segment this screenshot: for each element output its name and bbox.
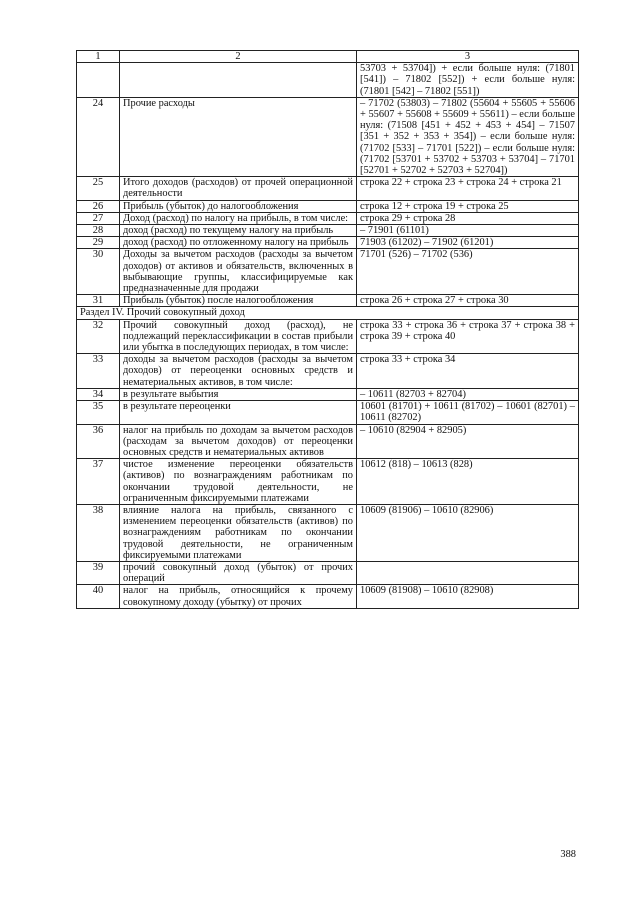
page-number: 388: [560, 849, 576, 860]
indicator-name-cell: Прибыль (убыток) до налогообложения: [120, 200, 357, 212]
table-row: [77, 237, 579, 249]
table-row: [77, 585, 579, 608]
indicator-name-cell: Доходы за вычетом расходов (расходы за вычетом доходов) от активов и обязательств, включенных в выбывающие группы, классифицируемые как предназначенные для продажи: [120, 249, 357, 295]
row-number-cell: 32: [77, 319, 120, 354]
calculation-formula-cell: 10609 (81908) – 10610 (82908): [357, 585, 579, 608]
column-header-2: 2: [120, 51, 357, 63]
table-row: [77, 401, 579, 424]
table-row: [77, 561, 579, 584]
indicator-name-cell: доход (расход) по отложенному налогу на прибыль: [120, 237, 357, 249]
indicator-name-cell: в результате выбытия: [120, 388, 357, 400]
calculation-formula-cell: строка 29 + строка 28: [357, 212, 579, 224]
report-table: [76, 50, 579, 609]
calculation-formula-cell: 10609 (81906) – 10610 (82906): [357, 504, 579, 561]
calculation-formula-cell: строка 26 + строка 27 + строка 30: [357, 295, 579, 307]
row-number-cell: 37: [77, 459, 120, 505]
row-number-cell: 31: [77, 295, 120, 307]
column-header-1: 1: [77, 51, 120, 63]
calculation-formula-cell: строка 33 + строка 34: [357, 354, 579, 389]
indicator-name-cell: прочий совокупный доход (убыток) от прочих операций: [120, 561, 357, 584]
table-row: [77, 319, 579, 354]
table-row: [77, 424, 579, 459]
row-number-cell: 36: [77, 424, 120, 459]
row-number-cell: 34: [77, 388, 120, 400]
indicator-name-cell: доходы за вычетом расходов (расходы за вычетом доходов) от переоценки основных средств и нематериальных активов, в том числе:: [120, 354, 357, 389]
table-row: [77, 459, 579, 505]
table-row: [77, 63, 579, 98]
table-row: [77, 225, 579, 237]
calculation-formula-cell: строка 12 + строка 19 + строка 25: [357, 200, 579, 212]
row-number-cell: 24: [77, 97, 120, 176]
section-heading-row: [77, 307, 579, 319]
table-row: [77, 504, 579, 561]
row-number-cell: 27: [77, 212, 120, 224]
row-number-cell: 26: [77, 200, 120, 212]
table-row: [77, 177, 579, 200]
indicator-name-cell: доход (расход) по текущему налогу на прибыль: [120, 225, 357, 237]
row-number-cell: 35: [77, 401, 120, 424]
column-header-3: 3: [357, 51, 579, 63]
indicator-name-cell: в результате переоценки: [120, 401, 357, 424]
row-number-cell: 33: [77, 354, 120, 389]
row-number-cell: 29: [77, 237, 120, 249]
indicator-name-cell: Доход (расход) по налогу на прибыль, в том числе:: [120, 212, 357, 224]
calculation-formula-cell: – 71901 (61101): [357, 225, 579, 237]
calculation-formula-cell: [357, 561, 579, 584]
calculation-formula-cell: – 71702 (53803) – 71802 (55604 + 55605 + 55606 + 55607 + 55608 + 55609 + 55611) – если больше нуля: (71508 [451 + 452 + 453 + 454] – 71507 [351 + 352 + 353 + 354]) – если больше нуля: (71702 [533] – 71701 [522]) – если больше нуля: (71702 [53701 + 53702 + 53703 + 53704] – 71701 [52701 + 52702 + 52703 + 52704]): [357, 97, 579, 176]
calculation-formula-cell: 10612 (818) – 10613 (828): [357, 459, 579, 505]
row-number-cell: [77, 63, 120, 98]
row-number-cell: 39: [77, 561, 120, 584]
table-row: [77, 212, 579, 224]
indicator-name-cell: влияние налога на прибыль, связанного с изменением переоценки обязательств (активов) по вознаграждениям работникам по окончании трудовой деятельности, не ограниченным фиксируемыми платежами: [120, 504, 357, 561]
calculation-formula-cell: строка 22 + строка 23 + строка 24 + строка 21: [357, 177, 579, 200]
row-number-cell: 28: [77, 225, 120, 237]
table-row: [77, 295, 579, 307]
indicator-name-cell: Прибыль (убыток) после налогообложения: [120, 295, 357, 307]
indicator-name-cell: Прочий совокупный доход (расход), не подлежащий переклассификации в состав прибыли или убытка в последующих периодах, в том числе:: [120, 319, 357, 354]
calculation-formula-cell: строка 33 + строка 36 + строка 37 + строка 38 + строка 39 + строка 40: [357, 319, 579, 354]
row-number-cell: 38: [77, 504, 120, 561]
table-row: [77, 388, 579, 400]
indicator-name-cell: Итого доходов (расходов) от прочей операционной деятельности: [120, 177, 357, 200]
calculation-formula-cell: 53703 + 53704]) + если больше нуля: (71801 [541]) – 71802 [552]) + если больше нуля: (71801 [542] – 71802 [551]): [357, 63, 579, 98]
calculation-formula-cell: 71701 (526) – 71702 (536): [357, 249, 579, 295]
indicator-name-cell: налог на прибыль, относящийся к прочему совокупному доходу (убытку) от прочих: [120, 585, 357, 608]
table-row: [77, 249, 579, 295]
section-heading: Раздел IV. Прочий совокупный доход: [77, 307, 579, 319]
calculation-formula-cell: 10601 (81701) + 10611 (81702) – 10601 (82701) – 10611 (82702): [357, 401, 579, 424]
calculation-formula-cell: – 10611 (82703 + 82704): [357, 388, 579, 400]
calculation-formula-cell: – 10610 (82904 + 82905): [357, 424, 579, 459]
indicator-name-cell: [120, 63, 357, 98]
table-row: [77, 97, 579, 176]
table-row: [77, 200, 579, 212]
row-number-cell: 40: [77, 585, 120, 608]
table-row: [77, 354, 579, 389]
indicator-name-cell: чистое изменение переоценки обязательств (активов) по вознаграждениям работникам по окончании трудовой деятельности, не ограниченным фиксируемыми платежами: [120, 459, 357, 505]
row-number-cell: 30: [77, 249, 120, 295]
table-body: [77, 51, 579, 609]
indicator-name-cell: налог на прибыль по доходам за вычетом расходов (расходам за вычетом доходов) от переоценки основных средств и нематериальных активов: [120, 424, 357, 459]
table-header-row: [77, 51, 579, 63]
calculation-formula-cell: 71903 (61202) – 71902 (61201): [357, 237, 579, 249]
indicator-name-cell: Прочие расходы: [120, 97, 357, 176]
row-number-cell: 25: [77, 177, 120, 200]
